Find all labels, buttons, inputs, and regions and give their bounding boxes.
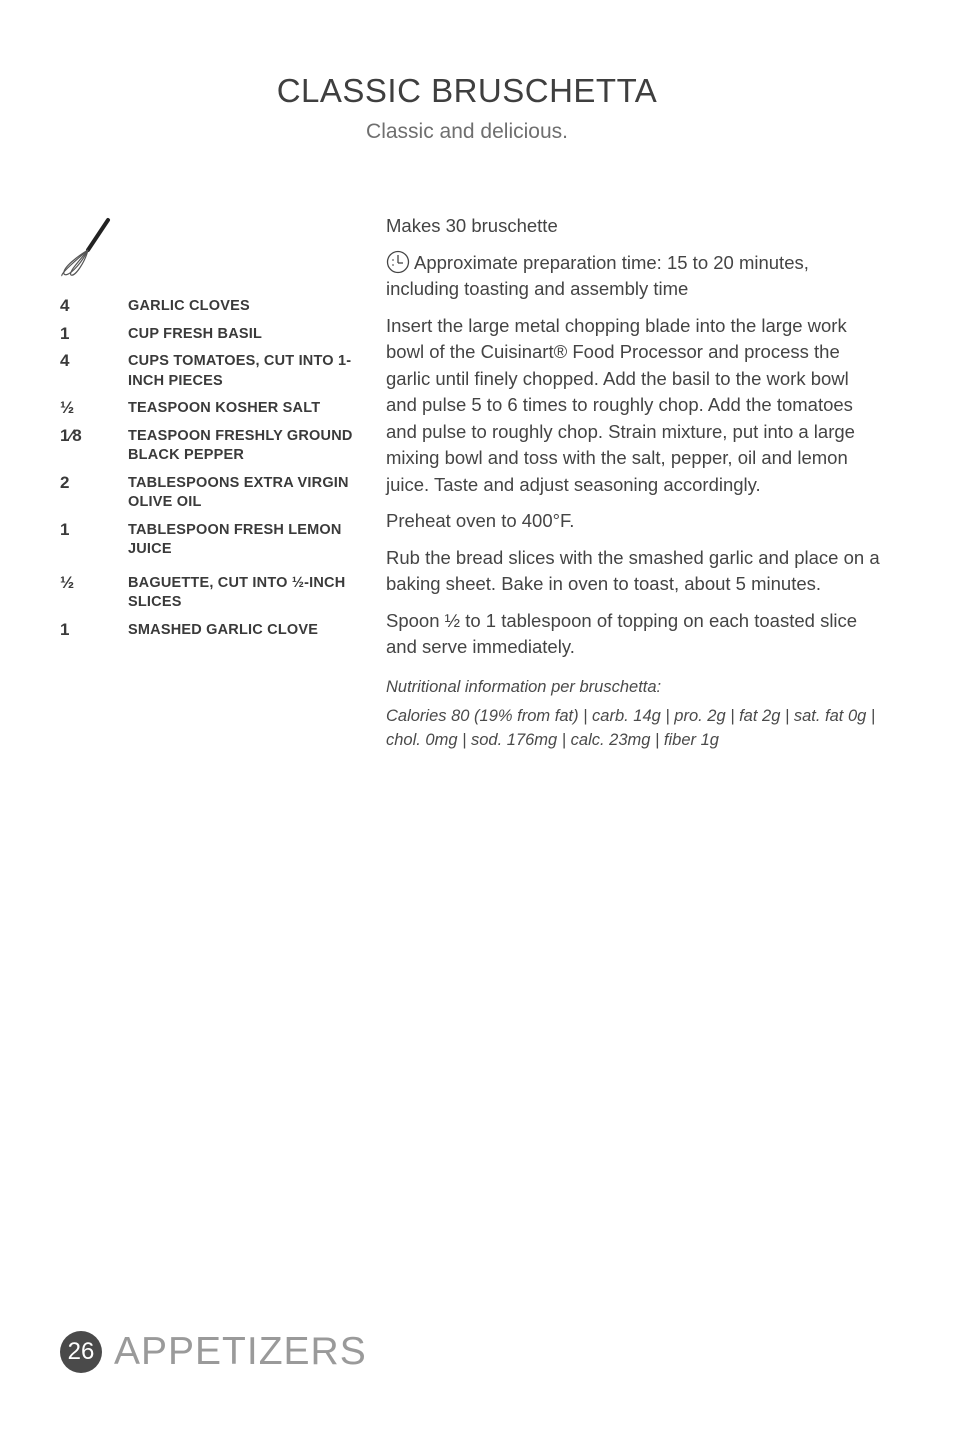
prep-time: Approximate preparation time: 15 to 20 minutes, including toasting and assembly time [386,251,809,299]
recipe-instructions [386,213,881,762]
ingredient-row [60,296,360,317]
ingredient-qty: 2 [60,472,70,492]
nutrition-heading: Nutritional information per bruschetta: [386,677,662,696]
ingredient-item: TEASPOON KOSHER SALT [128,400,321,416]
ingredient-list [60,296,360,647]
ingredient-item: CUP FRESH BASIL [128,325,263,342]
ingredient-row [60,473,360,513]
ingredient-row [60,520,360,560]
ingredient-item: GARLIC CLOVES [128,298,250,314]
recipe-title: CLASSIC BRUSCHETTA [276,72,658,109]
step-3: Rub the bread slices with the smashed garlic and place on a baking sheet. Bake in oven to toast, about 5 minutes. [386,546,880,594]
ingredient-item: BAGUETTE, CUT INTO ½-INCH SLICES [128,574,346,610]
page-number: 26 [60,1331,102,1373]
step-1: Insert the large metal chopping blade into the large work bowl of the Cuisinart® Food Processor and process the garlic until finely chopped. Add the basil to the work bowl and pulse 5 to 6 times to roughly chop. Add the tomatoes and pulse to roughly chop. Strain mixture, put into a large mixing bowl and toss with the salt, pepper, oil and lemon juice. Taste and adjust seasoning accordingly. [386,314,855,495]
section-name: APPETIZERS [114,1330,367,1373]
ingredient-row [60,351,360,391]
step-4: Spoon ½ to 1 tablespoon of topping on each toasted slice and serve immediately. [386,609,858,657]
nutrition-facts: Calories 80 (19% from fat) | carb. 14g | pro. 2g | fat 2g | sat. fat 0g | chol. 0mg | sod. 176mg | calc. 23mg | fiber 1g [386,706,876,749]
prep-time-paragraph [386,250,881,303]
ingredient-row [60,398,360,419]
step-2: Preheat oven to 400°F. [386,510,575,531]
ingredient-row [60,573,360,613]
ingredient-row [60,620,360,641]
ingredient-item: CUPS TOMATOES, CUT INTO 1-INCH PIECES [128,353,352,389]
ingredient-item: TABLESPOONS EXTRA VIRGIN OLIVE OIL [128,474,349,510]
ingredient-item: TEASPOON FRESHLY GROUND BLACK PEPPER [128,427,353,463]
makes-yield: Makes 30 bruschette [386,215,558,236]
ingredient-qty: ½ [60,398,75,417]
ingredient-row [60,426,360,466]
whisk-icon [58,216,114,278]
ingredient-item: TABLESPOON FRESH LEMON JUICE [128,521,342,557]
page-footer [60,1330,367,1374]
ingredient-qty: 1 [60,323,70,343]
ingredient-qty: ½ [60,572,75,592]
ingredient-row [60,324,360,345]
ingredient-item: SMASHED GARLIC CLOVE [128,621,319,638]
recipe-subtitle: Classic and delicious. [366,120,568,143]
clock-icon [386,250,410,274]
ingredient-qty: 1⁄8 [60,425,82,445]
ingredient-qty: 1 [60,619,70,639]
ingredient-qty: 4 [60,296,70,315]
ingredient-qty: 4 [60,351,70,370]
ingredient-qty: 1 [60,519,70,539]
